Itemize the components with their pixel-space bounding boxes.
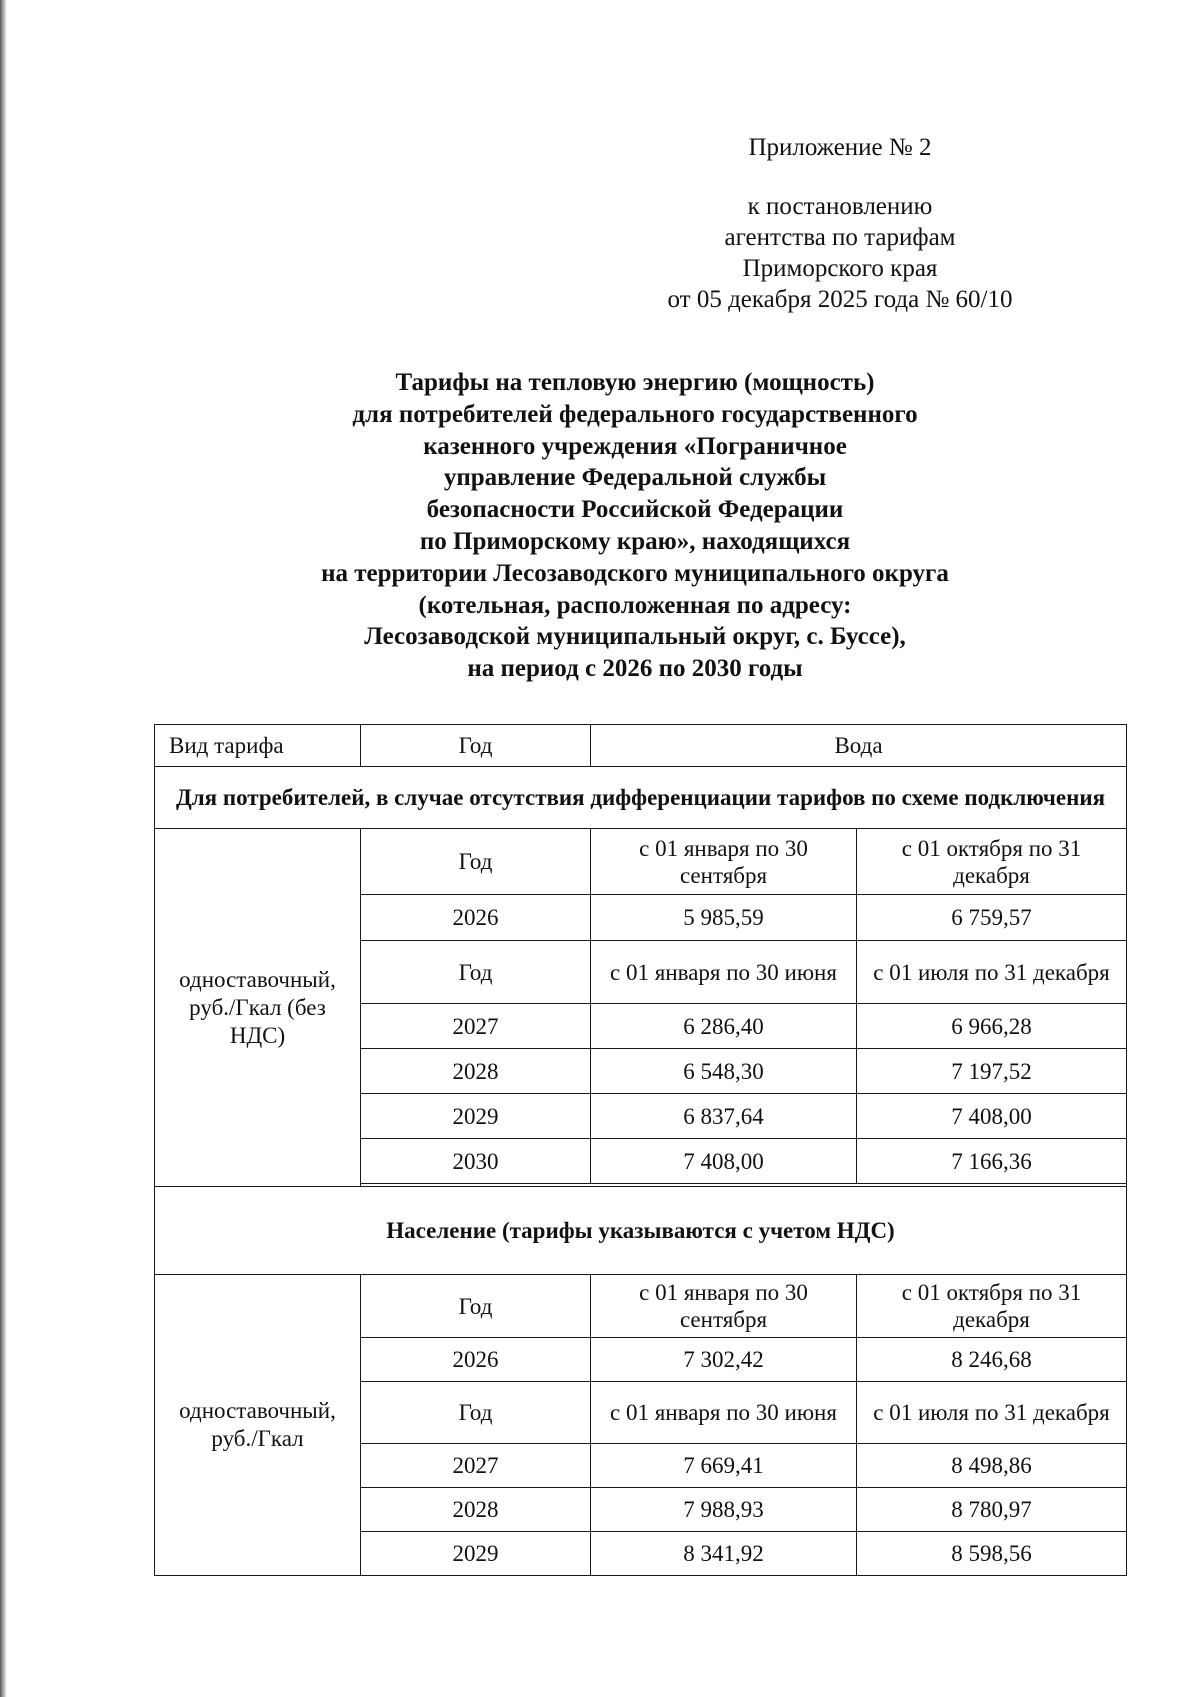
- appendix-line: от 05 декабря 2025 года № 60/10: [667, 286, 1013, 313]
- year-cell: 2026: [361, 1338, 591, 1382]
- header-year: Год: [361, 725, 591, 767]
- period-start: с 01 января по 30 сентября: [591, 1275, 857, 1338]
- value-cell: 7 669,41: [591, 1444, 857, 1488]
- value-cell: 6 837,64: [591, 1094, 857, 1139]
- year-cell: 2027: [361, 1444, 591, 1488]
- value-cell: 6 548,30: [591, 1049, 857, 1094]
- title-line: для потребителей федерального государственного: [352, 400, 918, 428]
- section-title: Для потребителей, в случае отсутствия дифференциации тарифов по схеме подключения: [155, 767, 1127, 829]
- section-title-row: [155, 767, 1127, 829]
- title-line: Лесозаводской муниципальный округ, с. Буссе),: [364, 623, 906, 651]
- value-cell: 7 197,52: [857, 1049, 1127, 1094]
- scan-edge-shadow: [0, 0, 7, 1697]
- period-end: с 01 июля по 31 декабря: [857, 941, 1127, 1004]
- title-line: (котельная, расположенная по адресу:: [418, 591, 852, 619]
- section-title: Население (тарифы указываются с учетом НДС): [155, 1187, 1127, 1275]
- table-header-row: [155, 725, 1127, 767]
- year-cell: 2028: [361, 1049, 591, 1094]
- value-cell: 7 302,42: [591, 1338, 857, 1382]
- appendix-number: Приложение № 2: [748, 134, 932, 161]
- title-line: на период с 2026 по 2030 годы: [467, 655, 803, 683]
- title-line: по Приморскому краю», находящихся: [419, 527, 851, 555]
- period-start: с 01 января по 30 сентября: [591, 829, 857, 895]
- year-cell: 2030: [361, 1139, 591, 1184]
- period-year-label: Год: [361, 941, 591, 1004]
- year-cell: 2028: [361, 1488, 591, 1532]
- period-year-label: Год: [361, 1275, 591, 1338]
- value-cell: 6 759,57: [857, 895, 1127, 941]
- header-water: Вода: [591, 725, 1127, 767]
- value-cell: 7 988,93: [591, 1488, 857, 1532]
- appendix-block: [650, 132, 1030, 315]
- table-row: [155, 1275, 1127, 1338]
- period-year-label: Год: [361, 1382, 591, 1444]
- value-cell: 8 246,68: [857, 1338, 1127, 1382]
- period-start: с 01 января по 30 июня: [591, 941, 857, 1004]
- title-line: управление Федеральной службы: [443, 464, 827, 492]
- value-cell: 7 166,36: [857, 1139, 1127, 1184]
- value-cell: 8 598,56: [857, 1532, 1127, 1576]
- value-cell: 5 985,59: [591, 895, 857, 941]
- title-line: Тарифы на тепловую энергию (мощность): [395, 369, 875, 396]
- appendix-line: агентства по тарифам: [724, 224, 956, 251]
- year-cell: 2027: [361, 1004, 591, 1049]
- table-row: [155, 829, 1127, 895]
- period-start: с 01 января по 30 июня: [591, 1382, 857, 1444]
- value-cell: 6 286,40: [591, 1004, 857, 1049]
- value-cell: 8 498,86: [857, 1444, 1127, 1488]
- appendix-line: Приморского края: [742, 255, 938, 282]
- title-line: безопасности Российской Федерации: [426, 496, 844, 524]
- year-cell: 2029: [361, 1094, 591, 1139]
- period-year-label: Год: [361, 829, 591, 895]
- tariff-type: одноставочный, руб./Гкал (без НДС): [155, 829, 361, 1187]
- title-line: казенного учреждения «Пограничное: [423, 432, 847, 460]
- tariff-table: [154, 724, 1127, 1576]
- document-title: [40, 367, 1200, 685]
- value-cell: 8 341,92: [591, 1532, 857, 1576]
- header-kind: Вид тарифа: [155, 725, 361, 767]
- value-cell: 6 966,28: [857, 1004, 1127, 1049]
- tariff-type: одноставочный, руб./Гкал: [155, 1275, 361, 1576]
- value-cell: 7 408,00: [857, 1094, 1127, 1139]
- section-title-row: [155, 1187, 1127, 1275]
- value-cell: 7 408,00: [591, 1139, 857, 1184]
- period-end: с 01 октября по 31 декабря: [857, 1275, 1127, 1338]
- period-end: с 01 июля по 31 декабря: [857, 1382, 1127, 1444]
- appendix-line: к постановлению: [747, 193, 933, 220]
- period-end: с 01 октября по 31 декабря: [857, 829, 1127, 895]
- year-cell: 2029: [361, 1532, 591, 1576]
- title-line: на территории Лесозаводского муниципального округа: [321, 559, 949, 587]
- year-cell: 2026: [361, 895, 591, 941]
- value-cell: 8 780,97: [857, 1488, 1127, 1532]
